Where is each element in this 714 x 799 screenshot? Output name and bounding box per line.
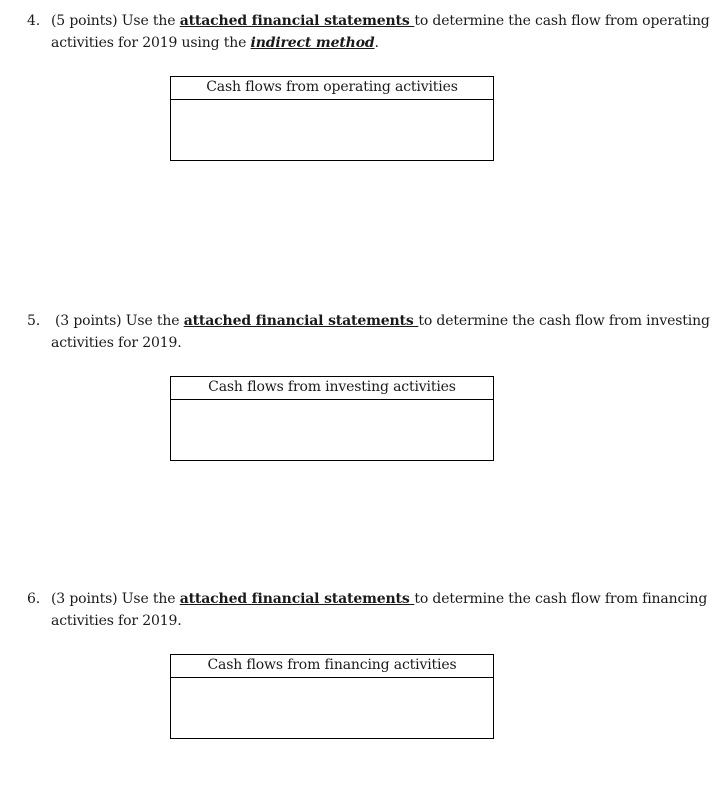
question-5-number: 5. xyxy=(27,313,41,329)
operating-activities-answer-area[interactable] xyxy=(171,100,493,160)
financing-activities-answer-area[interactable] xyxy=(171,678,493,738)
question-5-points: (3 points) Use the xyxy=(55,313,184,329)
question-5-attached-statements: attached financial statements xyxy=(183,313,419,329)
question-5-text xyxy=(55,312,710,330)
question-6-points: (3 points) Use the xyxy=(51,591,180,607)
question-6-instruction: to determine the cash flow from financing xyxy=(414,591,708,607)
question-6-attached-statements: attached financial statements xyxy=(179,591,415,607)
financing-activities-box xyxy=(170,654,494,739)
question-4-text xyxy=(51,12,710,30)
question-4-method: indirect method xyxy=(250,35,375,51)
operating-activities-box xyxy=(170,76,494,161)
question-4-instruction: to determine the cash flow from operating xyxy=(414,13,710,29)
financing-activities-header: Cash flows from financing activities xyxy=(171,655,493,678)
question-4-line2-prefix: activities for 2019 using the xyxy=(51,35,251,51)
investing-activities-header: Cash flows from investing activities xyxy=(171,377,493,400)
question-6-text xyxy=(51,590,707,608)
question-5-line2-prefix: activities for 2019. xyxy=(51,335,182,351)
question-6-number: 6. xyxy=(27,591,41,607)
question-4-text-2 xyxy=(51,34,379,52)
question-4-points: (5 points) Use the xyxy=(51,13,180,29)
question-4-attached-statements: attached financial statements xyxy=(179,13,415,29)
question-6-line2-prefix: activities for 2019. xyxy=(51,613,182,629)
investing-activities-answer-area[interactable] xyxy=(171,400,493,460)
investing-activities-box xyxy=(170,376,494,461)
question-4-line2-suffix: . xyxy=(374,35,379,51)
question-4-number: 4. xyxy=(27,13,41,29)
operating-activities-header: Cash flows from operating activities xyxy=(171,77,493,100)
question-5-instruction: to determine the cash flow from investing xyxy=(418,313,710,329)
